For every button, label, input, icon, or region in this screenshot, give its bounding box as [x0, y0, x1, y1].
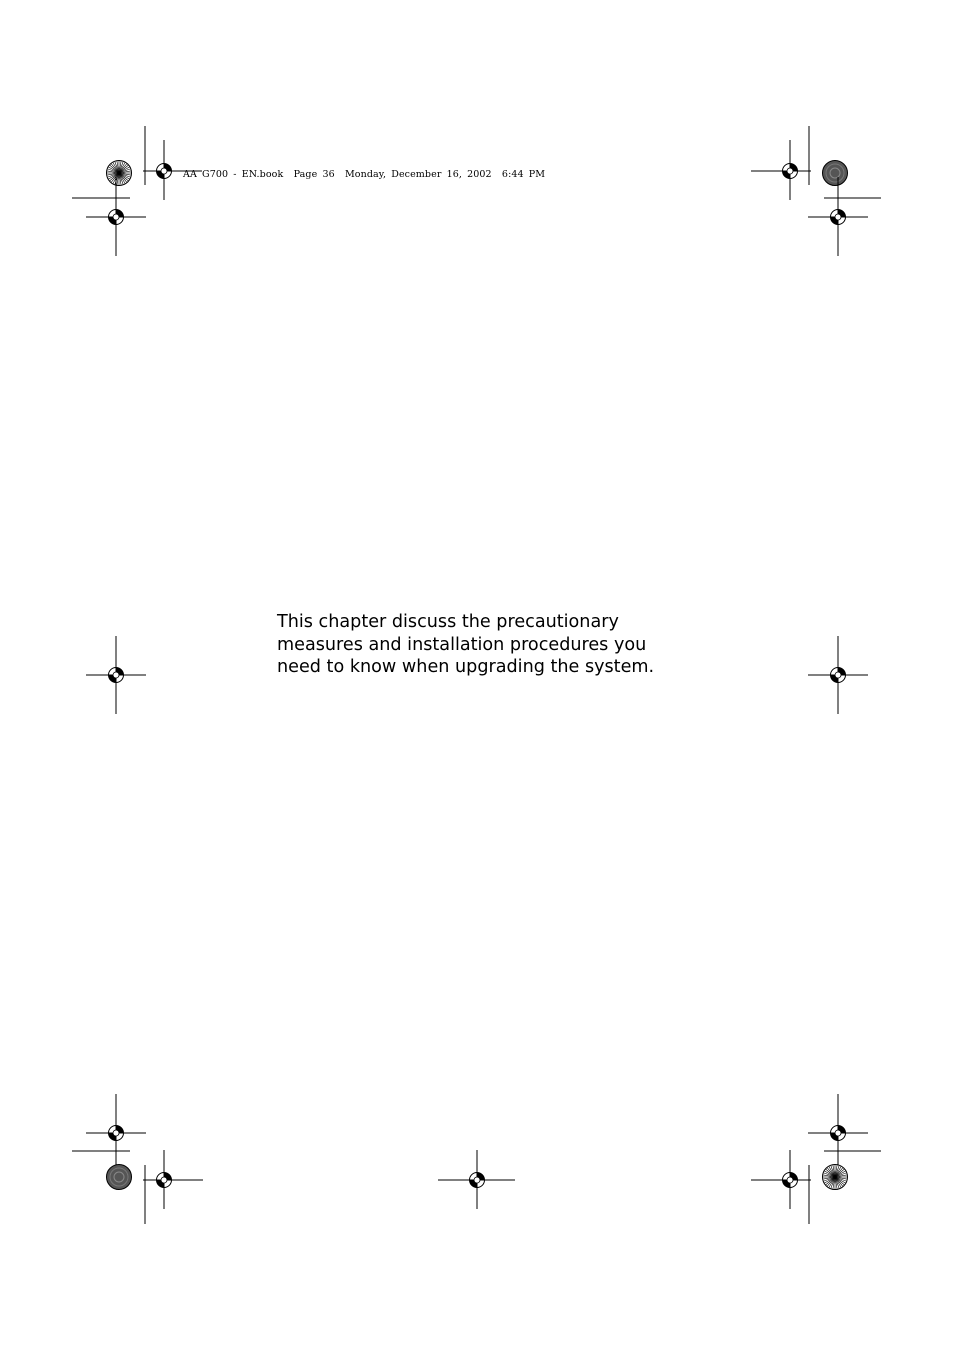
- registration-mark: [470, 1173, 485, 1188]
- intro-line-2: measures and installation procedures you: [277, 634, 647, 655]
- star-target-bottom-right: [823, 1165, 848, 1190]
- intro-line-3: need to know when upgrading the system.: [277, 657, 655, 678]
- registration-mark: [783, 1173, 798, 1188]
- intro-line-1: This chapter discuss the precautionary: [277, 612, 619, 632]
- star-target-top-left: [107, 161, 132, 186]
- registration-mark: [783, 164, 798, 179]
- registration-mark: [157, 164, 172, 179]
- registration-mark: [831, 1126, 846, 1141]
- gray-target-bottom-left: [107, 1165, 132, 1190]
- print-header: AA G700 - EN.book Page 36 Monday, December 16, 2002 6:44 PM: [183, 169, 546, 180]
- registration-mark: [831, 210, 846, 225]
- registration-mark: [109, 1126, 124, 1141]
- registration-mark: [157, 1173, 172, 1188]
- chapter-intro: [277, 611, 697, 679]
- registration-mark: [831, 668, 846, 683]
- registration-mark: [109, 668, 124, 683]
- registration-mark: [109, 210, 124, 225]
- gray-target-top-right: [823, 161, 848, 186]
